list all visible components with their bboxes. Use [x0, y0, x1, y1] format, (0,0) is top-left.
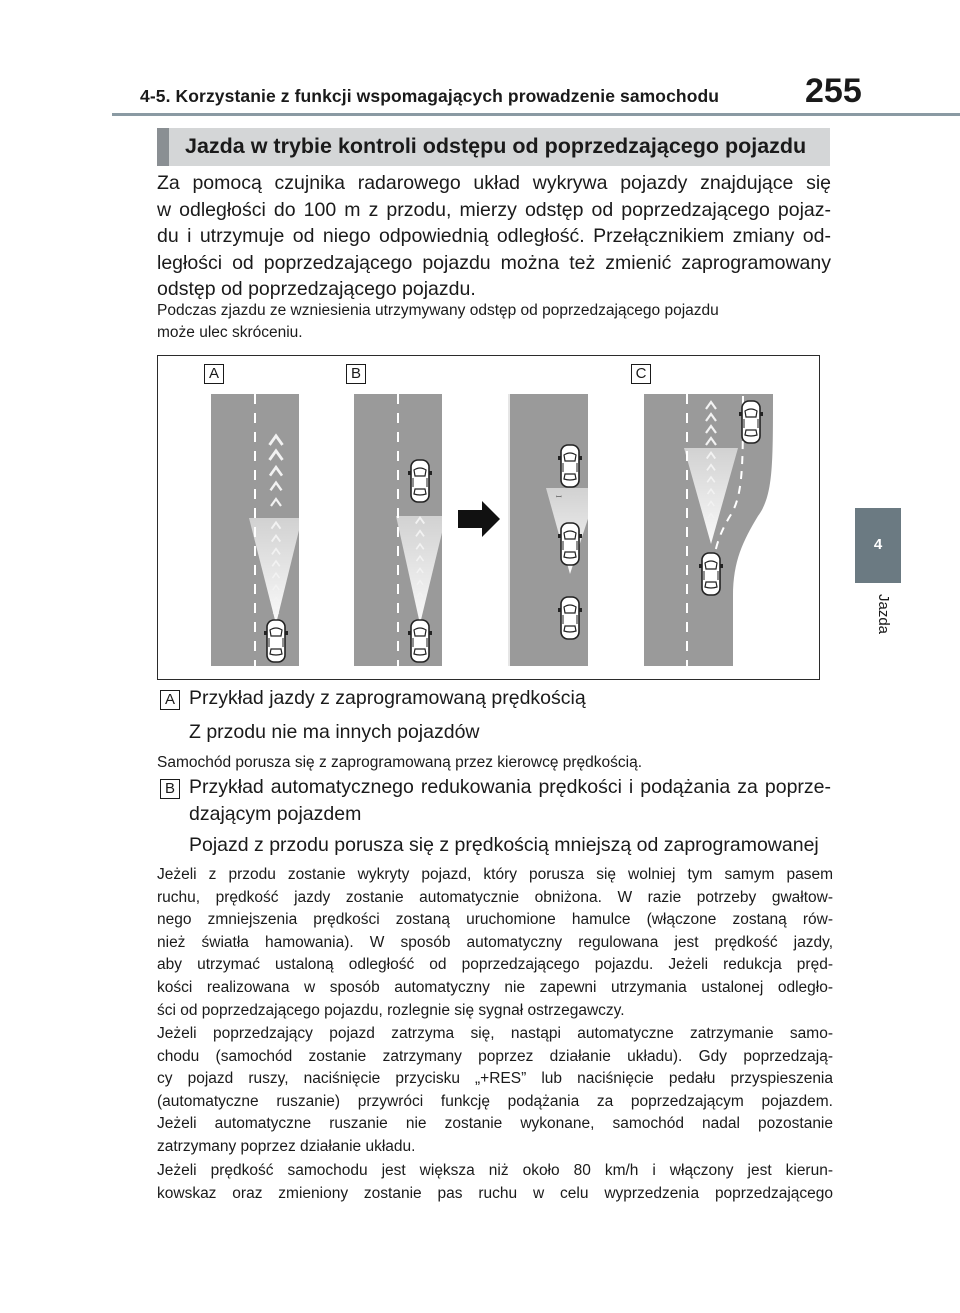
example-b-title [189, 774, 831, 828]
road-c [644, 394, 773, 666]
page-number: 255 [805, 72, 862, 110]
paragraph-line: Jeżeli z przodu zostanie wykryty pojazd, który porusza się wolniej tym samym pasem [157, 866, 833, 883]
road-b-before [354, 394, 446, 666]
example-b-title-line: dzającym pojazdem [189, 803, 362, 825]
intro-line: du i utrzymuje od niego odpowiednią odległość. Przełącznikiem zmiany od- [157, 225, 831, 248]
example-b-marker: B [160, 779, 180, 799]
example-b-paragraph-1 [157, 864, 833, 1022]
paragraph-line: nież światła hamowania). W sposób automatyczny regulowana jest prędkość jazdy, [157, 933, 833, 951]
figure-label-b: B [346, 364, 366, 384]
example-b-paragraph-3 [157, 1160, 833, 1205]
paragraph-line: Jeżeli prędkość samochodu jest większa niż około 80 km/h i włączony jest kierun- [157, 1162, 833, 1179]
paragraph-line: cy pojazd ruszy, naciśnięcie przycisku „+RES” lub naciśnięcie pedału przyspieszenia [157, 1070, 833, 1088]
paragraph-line: Jeżeli automatyczne ruszanie nie zostanie wykonane, samochód nadal pozostanie [157, 1115, 833, 1133]
paragraph-line: ści od poprzedzającego pojazdu, rozlegnie się sygnał ostrzegawczy. [157, 1001, 625, 1019]
chapter-name: Jazda [875, 594, 892, 635]
paragraph-line: nego zmniejszenia prędkości zostaną uruchomione hamulce (włączone zostaną rów- [157, 911, 833, 929]
note-line: Podczas zjazdu ze wzniesienia utrzymywany odstęp od poprzedzającego pojazdu [157, 302, 719, 319]
example-a-title: Przykład jazdy z zaprogramowaną prędkością [189, 687, 586, 709]
paragraph-line: ruchu, prędkość jazdy zostanie automatycznie obniżona. W razie potrzeby gwałtow- [157, 888, 833, 906]
section-title: Jazda w trybie kontroli odstępu od poprzedzającego pojazdu [185, 134, 807, 158]
example-b-title-line: Przykład automatycznego redukowania prędkości i podążania za poprze- [189, 776, 831, 798]
intro-paragraph [157, 170, 831, 303]
svg-text:ꟷ: ꟷ [556, 494, 562, 501]
intro-line: Za pomocą czujnika radarowego układ wykrywa pojazdy znajdujące się [157, 172, 831, 194]
note-line: może ulec skróceniu. [157, 324, 303, 341]
section-heading-bar [157, 128, 830, 166]
example-b-paragraph-2 [157, 1023, 833, 1159]
paragraph-line: chodu (samochód zostanie zatrzymany poprzez działanie układu). Gdy poprzedzają- [157, 1047, 833, 1065]
running-header-title: 4-5. Korzystanie z funkcji wspomagających prowadzenie samochodu [140, 86, 720, 106]
road-b-after [508, 394, 598, 666]
intro-line: w odległości do 100 m z przodu, mierzy odstęp od poprzedzającego pojaz- [157, 198, 831, 221]
intro-line: odstęp od poprzedzającego pojazdu. [157, 278, 476, 301]
slope-note [157, 300, 831, 344]
example-b-subtitle: Pojazd z przodu porusza się z prędkością mniejszą od zaprogramowanej [189, 834, 819, 856]
paragraph-line: (automatyczne ruszanie) przywróci funkcję podążania za poprzedzającym pojazdem. [157, 1092, 833, 1110]
paragraph-line: kości realizowana w sposób automatyczny nie zapewni utrzymania ustalonej odległo- [157, 978, 833, 996]
figure-label-a: A [204, 364, 224, 384]
paragraph-line: aby utrzymać ustaloną odległość od poprzedzającego pojazdu. Jeżeli redukcja pręd- [157, 956, 833, 974]
example-a-subtitle: Z przodu nie ma innych pojazdów [189, 721, 480, 743]
chapter-number: 4 [873, 536, 883, 553]
header-divider [112, 113, 960, 116]
paragraph-line: Jeżeli poprzedzający pojazd zatrzyma się, nastąpi automatyczne zatrzymanie samo- [157, 1025, 833, 1042]
paragraph-line: zatrzymany poprzez działanie układu. [157, 1137, 416, 1155]
acc-illustration-svg [158, 356, 821, 681]
acc-illustration [157, 355, 820, 680]
chapter-tab [855, 508, 901, 583]
intro-line: ległości od poprzedzającego pojazdu można też zmienić zaprogramowany [157, 251, 831, 274]
road-a [211, 394, 302, 666]
arrow-right-icon [458, 501, 500, 537]
example-a-marker: A [160, 690, 180, 710]
example-a-note: Samochód porusza się z zaprogramowaną przez kierowcę prędkością. [157, 754, 643, 771]
figure-label-c: C [631, 364, 651, 384]
paragraph-line: kowskaz oraz zmieniony zostanie pas ruchu w celu wyprzedzenia poprzedzającego [157, 1184, 833, 1202]
